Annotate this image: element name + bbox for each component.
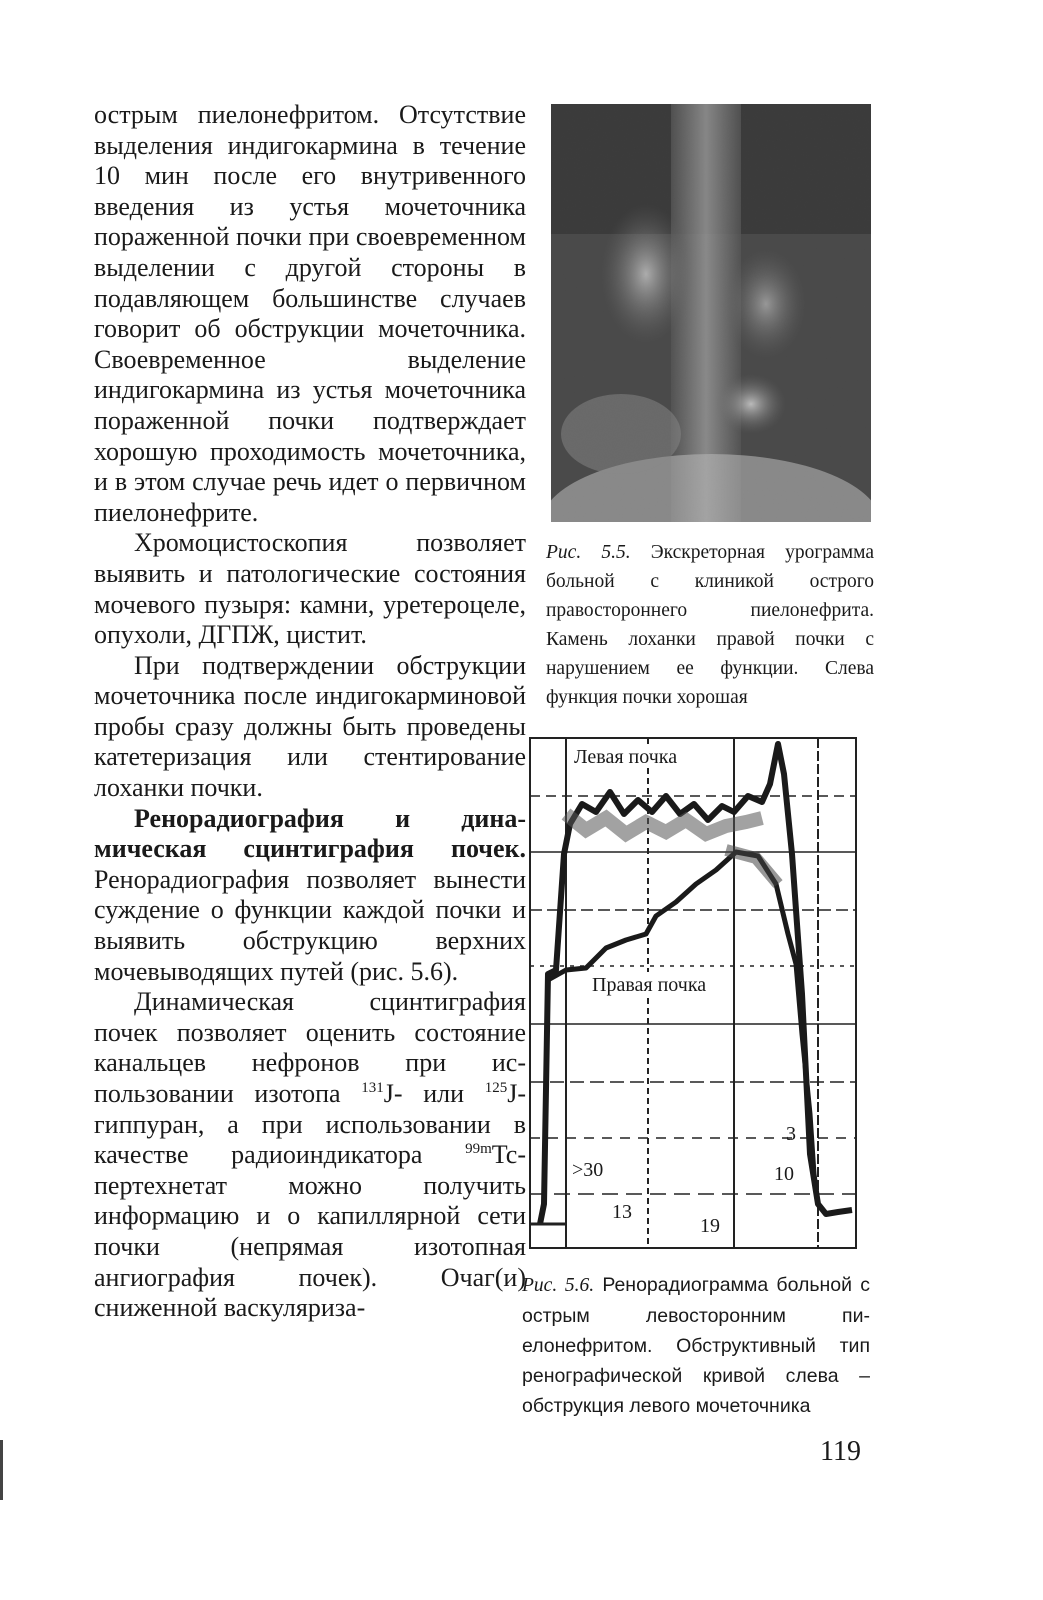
isotope-superscript: 131: [361, 1080, 384, 1096]
isotope-superscript: 99m: [465, 1141, 492, 1158]
figure-label: Рис. 5.5.: [546, 542, 631, 563]
paragraph-5-part-a: Динамическая сцинтиграфия почек позволяет оценить состояние канальцев нефронов при использовании изотопа: [94, 987, 526, 1108]
marker-3: 3: [786, 1123, 796, 1145]
section-heading: Ренорадиография и динамическая сцинтиграфия почек.: [94, 803, 526, 864]
main-text-column: [94, 100, 526, 1324]
paragraph-5: [94, 987, 526, 1324]
urogram-image: [551, 104, 871, 522]
marker-19: 19: [700, 1215, 720, 1237]
paragraph-3: При подтверждении обструкции мочеточника после индигокарминовой пробы сразу должны быть проведены катетеризация или стентирование лоханки почки.: [94, 650, 526, 803]
paragraph-4-text: Ренорадиография позволяет вынести суждение о функции каждой почки и выявить обструкцию верхних мочевыводящих путей (рис. 5.6).: [94, 864, 526, 986]
figure-5-5-caption: [546, 538, 874, 712]
paragraph-5-part-d: Tc-пертехнетат можно получить информацию и о капиллярной сети почки (непрямая изотопная ангиография почек). Очаг(и) сниженной васкуляриза-: [94, 1140, 526, 1323]
right-kidney-label: Правая почка: [592, 974, 707, 996]
marker-13: 13: [612, 1201, 632, 1223]
renogram-figure: [526, 734, 860, 1256]
figure-label: Рис. 5.6.: [522, 1275, 595, 1296]
figure-caption-text: Экскреторная урограмма больной с клиникой острого правостороннего пиелонефрита. Камень лоханки правой почки с нарушением ее функции. Слева функция почки хорошая: [546, 542, 874, 708]
paragraph-5-part-c: J-гиппуран, а при использовании в качестве радиоиндикатора: [94, 1079, 526, 1170]
figure-caption-text: Ренорадиограмма больной с острым левосторонним пиелонефритом. Обструктивный тип ренографической кривой слева – обструкция левого мочеточника: [522, 1274, 870, 1417]
paragraph-2: Хромоцистоскопия позволяет выявить и патологические состояния мочевого пузыря: камни, уретероцеле, опухоли, ДГПЖ, цистит.: [94, 528, 526, 650]
paragraph-5-part-b: J- или: [383, 1079, 485, 1108]
isotope-superscript: 125: [484, 1080, 508, 1096]
scan-edge-mark: [0, 1440, 3, 1500]
left-kidney-label: Левая почка: [574, 746, 678, 768]
marker-10: 10: [774, 1163, 794, 1185]
figure-5-6-caption: [522, 1270, 870, 1421]
paragraph-4: [94, 804, 526, 988]
page-number: 119: [820, 1436, 861, 1467]
marker-over-30: >30: [572, 1159, 604, 1181]
paragraph-1: острым пиелонефритом. Отсутствие выделения индигокармина в течение 10 мин после его внутривенного введения из устья мочеточника пораженной почки при своевременном выделении с другой стороны в подавляющем большинстве случаев говорит об обструкции мочеточника. Своевременное выделение индигокармина из устья мочеточника пораженной почки подтверждает хорошую проходимость мочеточника, и в этом случае речь идет о первичном пиелонефрите.: [94, 100, 526, 527]
